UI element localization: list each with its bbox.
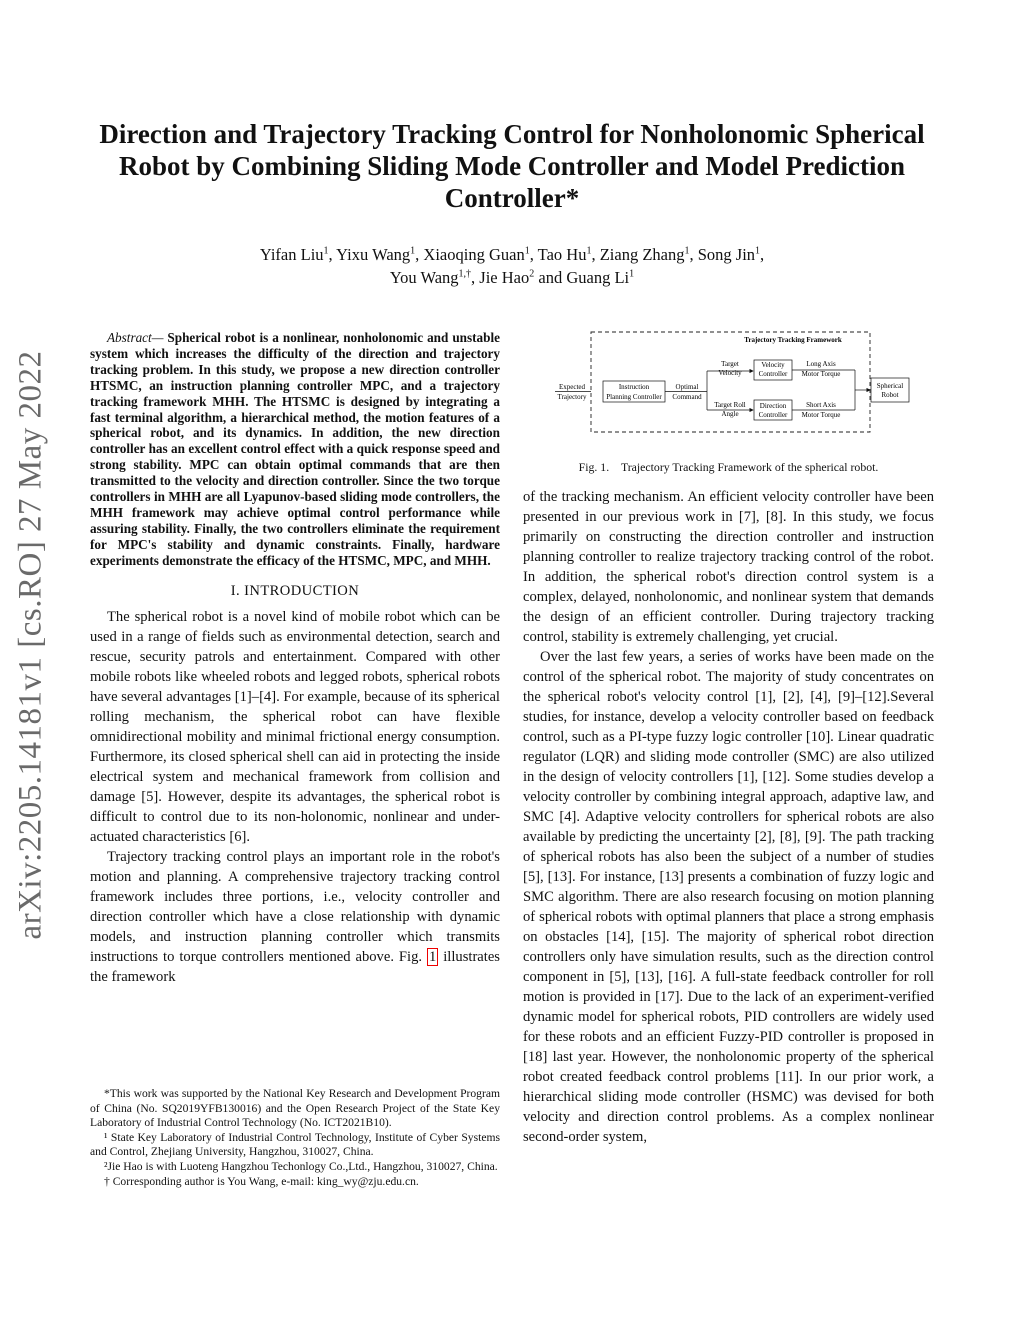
author-name: Yixu Wang — [336, 245, 411, 264]
long-axis-label-2: Motor Torque — [801, 370, 841, 378]
paper-title: Direction and Trajectory Tracking Control for Nonholonomic Spherical Robot by Combining Sliding Mode Controller and Model Prediction Controller* — [99, 119, 925, 213]
author-separator: and — [534, 268, 567, 287]
introduction-body — [90, 607, 500, 987]
left-column — [90, 330, 500, 987]
figure-caption-text: Trajectory Tracking Framework of the spherical robot. — [620, 460, 879, 474]
intro-paragraph: The spherical robot is a novel kind of mobile robot which can be used in a range of fields such as environmental detection, search and rescue, security patrols and entertainment. Compared with other mobile robots like wheeled robots and legged robots, spherical robots have several advantages [1]–[4]. For example, because of its spherical rolling mechanism, the spherical robot can have flexible omnidirectional mobility and minimal frictional energy consumption. Furthermore, its closed spherical shell can aid in protecting the inside electrical system and mechanical framework from collision and damage [5]. However, despite its advantages, the spherical robot is difficult to control due to its non-holonomic, nonlinear and under-actuated characteristics [6]. — [90, 608, 500, 845]
author-affiliation-marker: 2 — [529, 268, 535, 280]
spherical-robot-label-2: Robot — [881, 391, 899, 399]
author-name: Guang Li — [566, 268, 630, 287]
abstract-text: Spherical robot is a nonlinear, nonholonomic and unstable system which increases the difficulty of the direction and trajectory tracking problem. In this study, we propose a new direction controller HTSMC, an instruction planning controller MPC, and a trajectory tracking framework MHH. The HTSMC is designed by integrating a fast terminal algorithm, a hierarchical method, the motion features of a spherical robot, and its dynamics. In addition, the new direction controller has an excellent control effect with a quick response speed and strong stability. MPC can obtain optimal commands that are then transmitted to the velocity and direction controller. Since the two torque controllers in MHH are all Lyapunov-based sliding mode controllers, the MHH framework may achieve optimal control performance while assuring stability. Finally, the two controllers eliminate the requirement for MPC's stability and dynamic constraints. Finally, hardware experiments demonstrate the efficacy of the HTSMC, MPC, and MHH. — [90, 330, 500, 568]
abstract — [90, 330, 500, 569]
author-name: Tao Hu — [537, 245, 587, 264]
right-column — [523, 487, 934, 1147]
author-name: Song Jin — [697, 245, 756, 264]
author-separator: , — [471, 268, 480, 287]
expected-trajectory-label: Expected — [558, 383, 586, 391]
velocity-controller-label-2: Controller — [758, 370, 788, 378]
author-affiliation-marker: 1,† — [458, 268, 472, 280]
footnote-affiliation-1: ¹ State Key Laboratory of Industrial Control Technology, Institute of Cyber Systems and Control, Zhejiang University, Hangzhou, 310027, China. — [90, 1130, 500, 1159]
author-separator: , — [529, 245, 538, 264]
arxiv-identifier — [0, 345, 62, 945]
author-separator: , — [328, 245, 337, 264]
target-roll-label: Target Roll — [714, 401, 746, 409]
abstract-label: Abstract— — [107, 330, 164, 345]
long-axis-label: Long Axis — [806, 360, 836, 368]
optimal-command-label-2: Command — [672, 393, 702, 401]
author-affiliation-marker: 1 — [586, 245, 592, 257]
target-velocity-label-2: Velocity — [718, 369, 742, 377]
footnote-affiliation-2: ²Jie Hao is with Luoteng Hangzhou Techonlogy Co.,Ltd., Hangzhou, 310027, China. — [104, 1159, 498, 1173]
author-affiliation-marker: 1 — [323, 245, 329, 257]
intro-paragraph — [90, 847, 500, 987]
author-name: Jie Hao — [479, 268, 530, 287]
section-heading-introduction: I. INTRODUCTION — [230, 582, 360, 599]
intro-paragraph-text: illustrates the framework — [90, 948, 500, 985]
footnotes — [90, 1087, 500, 1189]
author-name: Ziang Zhang — [599, 245, 685, 264]
footnote-funding: *This work was supported by the National Key Research and Development Program of China (No. SQ2019YFB130016) and the Open Research Project of the State Key Laboratory of Industrial Control Technology (No. ICT2021B10). — [90, 1087, 500, 1130]
target-velocity-label: Target — [721, 360, 739, 368]
right-paragraph: Over the last few years, a series of works have been made on the control of the spherical robot. The majority of study concentrates on the spherical robot's velocity control [1], [2], [4], [9]–[12].Several studies, for instance, develop a velocity controller based on feedback control, such as a PI-type fuzzy logic controller [10]. Linear quadratic regulator (LQR) and sliding mode controller (SMC) are also utilized in the design of velocity controllers [1], [12]. Some studies develop a velocity controller by combining integral approach, adaptive law, and SMC [4]. Adaptive velocity controllers for spherical robots are also available by predicting the uncertainty [2], [8], [9]. The path tracking of spherical robots has also been the subject of a number of studies [5], [13]. For instance, [13] presents a combination of fuzzy logic and SMC algorithm. There are also research focusing on motion planning of spherical robots with optimal planners that place a strong emphasis on obstacles [14], [15]. The majority of spherical robot direction controllers only have simulation results, such as the direction control component in [5], [13], [16]. A full-state feedback controller for roll motion is provided in [17]. Due to the lack of an experiment-verified dynamic model for spherical robots, PID controllers are widely used for these robots and an efficient Fuzzy-PID controller is proposed in [18] last year. However, the nonholonomic property of the spherical robot created feedback control problems [11]. In our prior work, a hierarchical sliding mode controller (HSMC) was devised for both velocity and direction control problems. As a complex nonlinear second-order system, — [523, 649, 934, 1145]
author-line-1 — [100, 243, 924, 266]
author-line-2 — [100, 266, 924, 289]
right-paragraph: of the tracking mechanism. An efficient velocity controller have been presented in our previous work in [7], [8]. In this study, we focus primarily on constructing the direction controller and instruction planning controller to realize trajectory tracking control of the robot. In addition, the spherical robot's direction control system is a complex, delayed, nonholonomic, and nonlinear system that demands the design of an efficient controller. During trajectory tracking control, stability is extremely challenging, yet crucial. — [523, 489, 934, 645]
author-separator: , — [689, 245, 698, 264]
author-affiliation-marker: 1 — [629, 268, 635, 280]
author-affiliation-marker: 1 — [410, 245, 416, 257]
figure-1-diagram — [555, 330, 911, 434]
figure-1-caption — [523, 460, 934, 475]
short-axis-label-2: Motor Torque — [801, 411, 841, 419]
author-separator: , — [760, 245, 765, 264]
instruction-planning-label: Instruction — [618, 383, 650, 391]
direction-controller-label-2: Controller — [758, 411, 788, 419]
spherical-robot-label: Spherical — [876, 382, 904, 390]
author-separator: , — [415, 245, 424, 264]
footnote-corresponding: † Corresponding author is You Wang, e-mail: king_wy@zju.edu.cn. — [104, 1174, 419, 1188]
arxiv-identifier-text: arXiv:2205.14181v1 [cs.RO] 27 May 2022 — [12, 350, 49, 940]
expected-trajectory-label-2: Trajectory — [557, 393, 587, 401]
optimal-command-label: Optimal — [675, 383, 699, 391]
author-affiliation-marker: 1 — [524, 245, 530, 257]
author-separator: , — [591, 245, 600, 264]
short-axis-label: Short Axis — [806, 401, 836, 409]
direction-controller-label: Direction — [759, 402, 787, 410]
author-name: Yifan Liu — [259, 245, 324, 264]
figure-caption-label: Fig. 1. — [578, 460, 610, 474]
figure-reference-link[interactable]: 1 — [429, 948, 437, 965]
author-name: You Wang — [389, 268, 459, 287]
author-affiliation-marker: 1 — [755, 245, 761, 257]
author-name: Xiaoqing Guan — [423, 245, 525, 264]
author-affiliation-marker: 1 — [684, 245, 690, 257]
author-list — [100, 243, 924, 289]
framework-title: Trajectory Tracking Framework — [744, 336, 842, 344]
velocity-controller-label: Velocity — [761, 361, 785, 369]
instruction-planning-label-2: Planning Controller — [606, 393, 662, 401]
target-roll-label-2: Angle — [721, 410, 739, 418]
intro-paragraph-text: Trajectory tracking control plays an important role in the robot's motion and planning. A comprehensive trajectory tracking control framework includes three portions, i.e., velocity controller and direction controller which have a close relationship with dynamic models, and instruction planning controller which transmits instructions to torque controllers mentioned above. Fig. — [90, 848, 500, 965]
